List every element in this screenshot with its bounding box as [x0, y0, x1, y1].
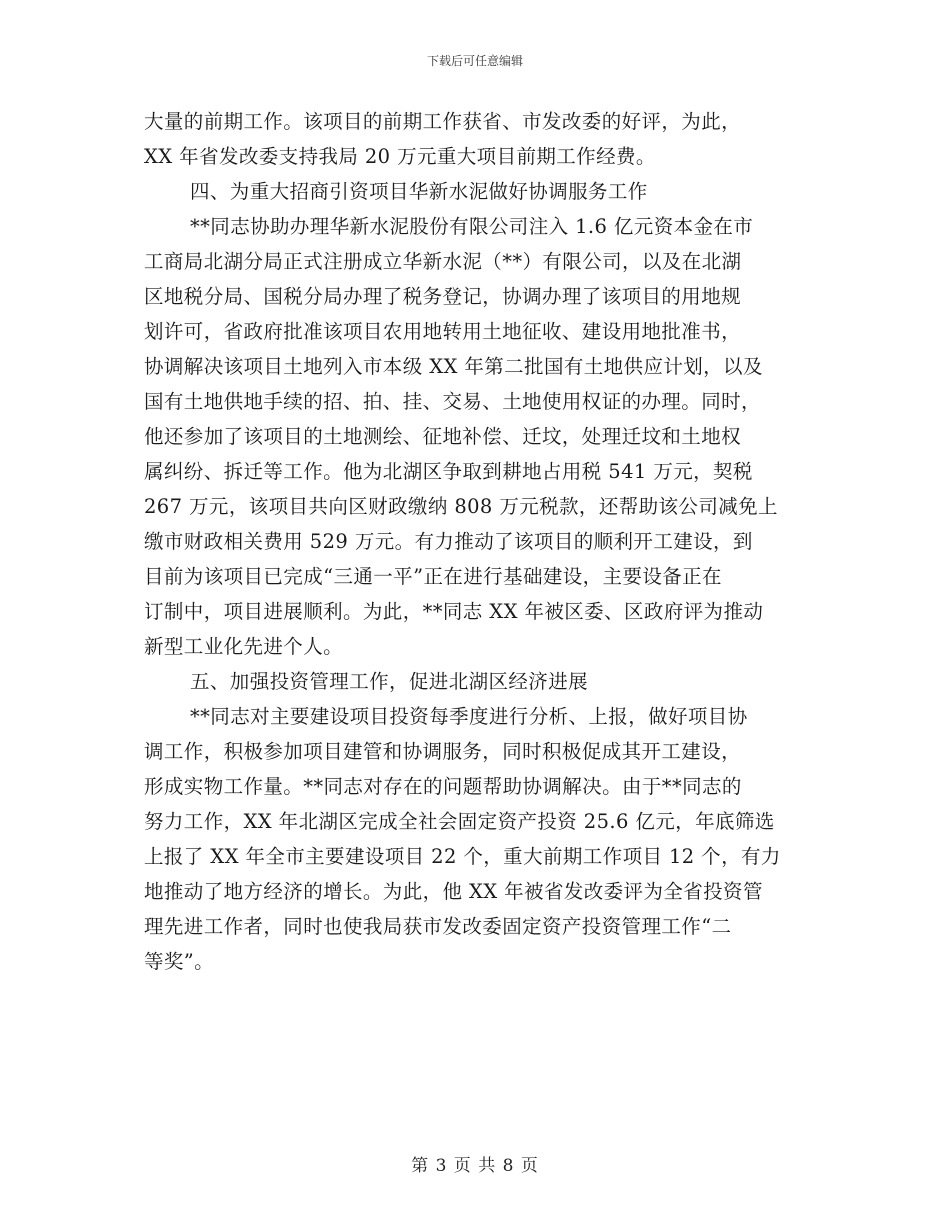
text-line: 属纠纷、拆迁等工作。他为北湖区争取到耕地占用税 541 万元，契税 [144, 460, 753, 483]
text-line: 理先进工作者，同时也使我局获市发改委固定资产投资管理工作“二 [144, 915, 732, 938]
text-line: XX 年省发改委支持我局 20 万元重大项目前期工作经费。 [144, 145, 656, 168]
text-line: 缴市财政相关费用 529 万元。有力推动了该项目的顺利开工建设，到 [144, 530, 753, 553]
section-heading: 五、加强投资管理工作，促进北湖区经济进展 [190, 670, 589, 693]
text-line: 努力工作，XX 年北湖区完成全社会固定资产投资 25.6 亿元，年底筛选 [144, 810, 775, 833]
text-line: 国有土地供地手续的招、拍、挂、交易、土地使用权证的办理。同时， [144, 390, 761, 413]
section-heading: 四、为重大招商引资项目华新水泥做好协调服务工作 [190, 180, 648, 203]
text-line: 等奖”。 [144, 950, 215, 973]
text-line: 区地税分局、国税分局办理了税务登记，协调办理了该项目的用地规 [144, 285, 742, 308]
text-line: 上报了 XX 年全市主要建设项目 22 个，重大前期工作项目 12 个，有力 [144, 845, 781, 868]
text-line: 工商局北湖分局正式注册成立华新水泥（**）有限公司，以及在北湖 [144, 250, 742, 273]
text-line: 267 万元，该项目共向区财政缴纳 808 万元税款，还帮助该公司减免上 [144, 495, 778, 518]
text-line: 划许可，省政府批准该项目农用地转用土地征收、建设用地批准书， [144, 320, 742, 343]
page-number: 第 3 页 共 8 页 [411, 1156, 539, 1176]
text-line: **同志对主要建设项目投资每季度进行分析、上报，做好项目协 [190, 705, 748, 728]
document-body [144, 104, 814, 979]
text-line: 调工作，积极参加项目建管和协调服务，同时积极促成其开工建设， [144, 740, 742, 763]
text-line: 大量的前期工作。该项目的前期工作获省、市发改委的好评，为此， [144, 110, 742, 133]
text-line: 他还参加了该项目的土地测绘、征地补偿、迁坟，处理迁坟和土地权 [144, 425, 742, 448]
text-line: **同志协助办理华新水泥股份有限公司注入 1.6 亿元资本金在市 [190, 215, 754, 238]
text-line: 订制中，项目进展顺利。为此，**同志 XX 年被区委、区政府评为推动 [144, 600, 764, 623]
text-line: 协调解决该项目土地列入市本级 XX 年第二批国有土地供应计划，以及 [144, 355, 763, 378]
text-line: 形成实物工作量。**同志对存在的问题帮助协调解决。由于**同志的 [144, 775, 742, 798]
page-header-note: 下载后可任意编辑 [426, 54, 523, 68]
text-line: 地推动了地方经济的增长。为此，他 XX 年被省发改委评为全省投资管 [144, 880, 763, 903]
text-line: 目前为该项目已完成“三通一平”正在进行基础建设，主要设备正在 [144, 565, 722, 588]
text-line: 新型工业化先进个人。 [144, 635, 344, 658]
